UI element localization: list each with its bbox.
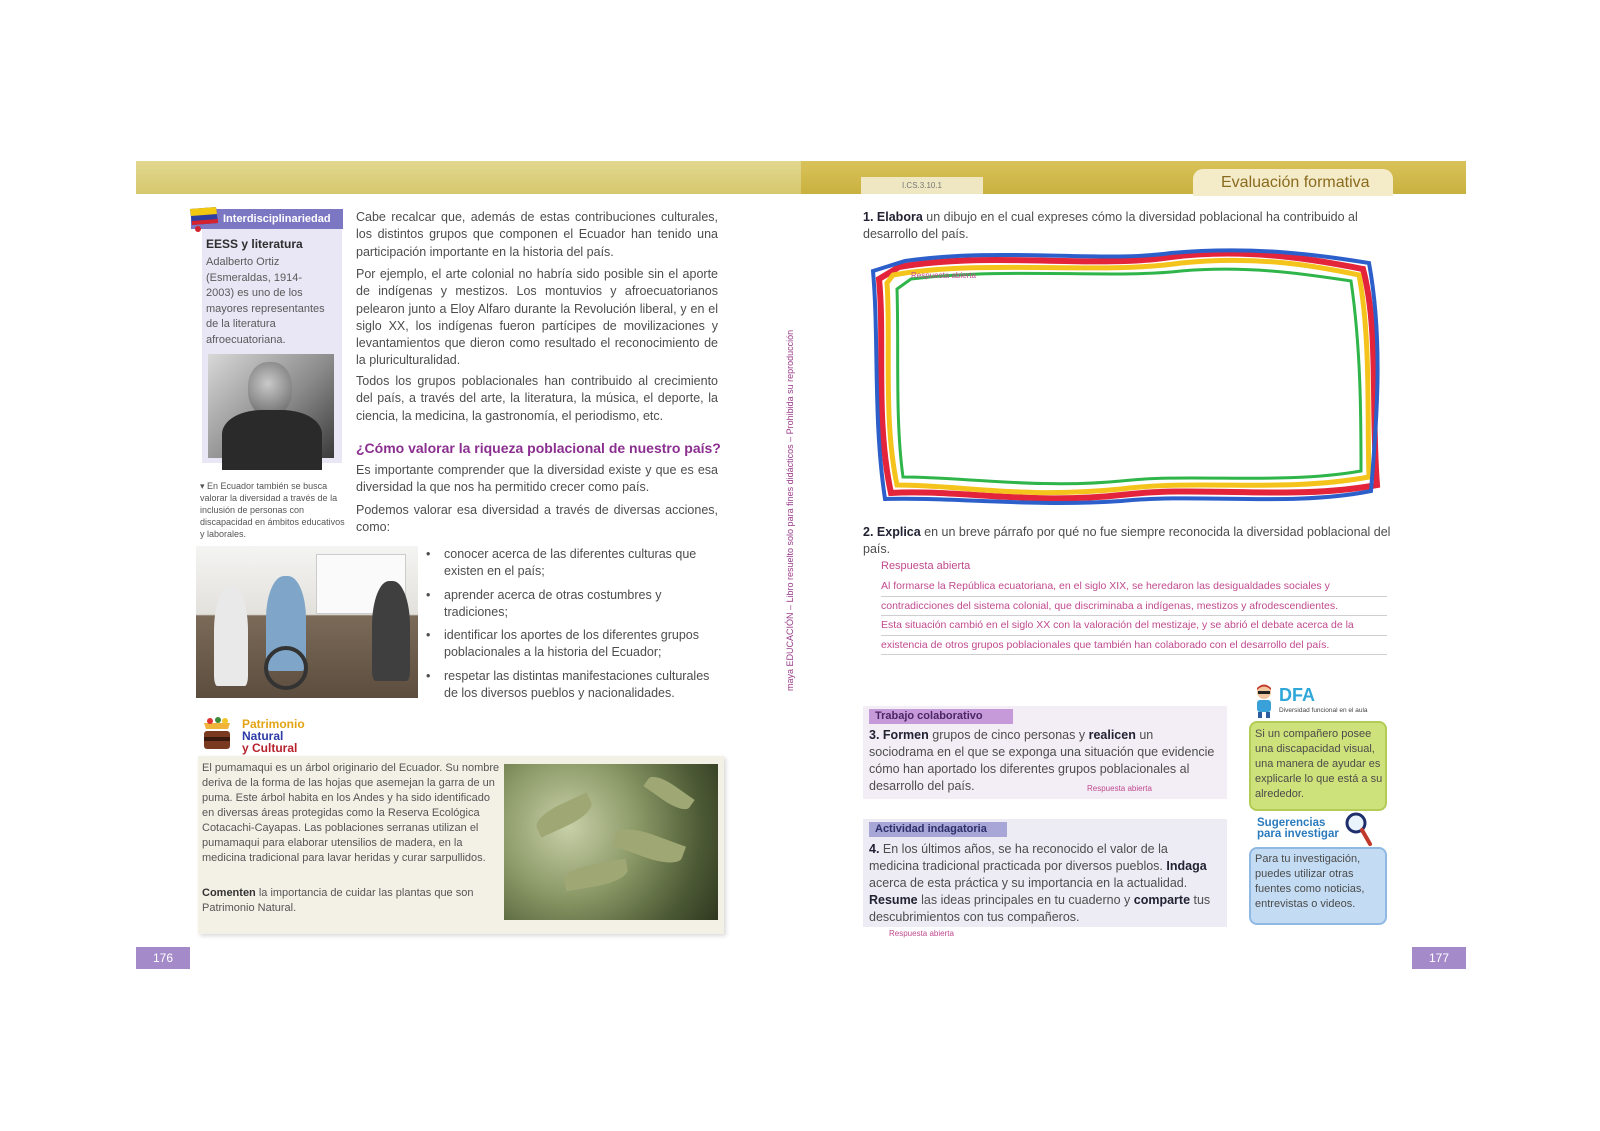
list-item: • aprender acerca de otras costumbres y tradiciones; (426, 587, 726, 622)
treasure-chest-icon (198, 715, 236, 753)
wheelchair-wheel (264, 646, 308, 690)
answer-line: contradicciones del sistema colonial, que discriminaba a indígenas, mestizos y afrodescendientes. (881, 597, 1387, 617)
answer-note: Respuesta abierta (889, 929, 954, 938)
ecuador-flag-icon (188, 205, 220, 233)
list-item: • respetar las distintas manifestaciones culturales de los diversos pueblos y nacionalidades. (426, 668, 726, 703)
left-page (136, 161, 801, 969)
right-page (785, 161, 1466, 969)
patrimonio-activity (202, 886, 504, 916)
question-text: grupos de cinco personas y (928, 728, 1089, 742)
evaluation-title: Evaluación formativa (1221, 174, 1370, 191)
leaf-shape (532, 792, 596, 837)
question-4 (869, 841, 1219, 926)
answer-label: Respuesta abierta (881, 560, 971, 572)
curriculum-code: I.CS.3.10.1 (861, 177, 983, 194)
list-item: • identificar los aportes de los diferentes grupos poblacionales a la historia del Ecuador; (426, 627, 726, 662)
question-verb: Elabora (876, 210, 923, 224)
vertical-publisher-note: maya EDUCACIÓN – Libro resuelto solo para fines didácticos – Prohibida su reproducción (785, 329, 795, 691)
question-text: las ideas principales en tu cuaderno y (917, 893, 1134, 907)
question-text: En los últimos años, se ha reconocido el valor de la medicina tradicional practicada por diversos pueblos. (869, 842, 1168, 873)
pumamaqui-photo (504, 764, 718, 920)
patrimonio-title-3: y Cultural (242, 741, 298, 755)
question-3 (869, 727, 1219, 795)
sugerencias-title-1: Sugerencias (1257, 817, 1326, 829)
question-number: 3. (869, 728, 880, 742)
student-figure (372, 581, 410, 681)
magnifying-glass-icon (1343, 811, 1373, 847)
book-spread (136, 161, 1466, 969)
page-number-left: 176 (136, 947, 190, 969)
leaf-shape (643, 771, 694, 814)
body-paragraph-5: Podemos valorar esa diversidad a través de diversas acciones, como: (356, 503, 718, 535)
portrait-head (248, 362, 292, 416)
sugerencias-title (1257, 818, 1339, 840)
portrait-body (222, 410, 322, 470)
classroom-photo (196, 546, 418, 698)
leaf-shape (563, 859, 630, 892)
dfa-text: Si un compañero posee una discapacidad visual, una manera de ayudar es explicarle lo que está a su alrededor. (1255, 728, 1383, 800)
answer-line: Esta situación cambió en el siglo XX con la valoración del mestizaje, y se abrió el debate acerca de la (881, 616, 1387, 636)
patrimonio-title (242, 718, 305, 754)
question-text: un dibujo en el cual expreses cómo la diversidad poblacional ha contribuido al desarrollo del país. (863, 210, 1358, 242)
question-verb: Indaga (1166, 859, 1207, 873)
body-paragraph-1: Cabe recalcar que, además de estas contribuciones culturales, los distintos grupos que componen el Ecuador han tenido una participación importante en la historia del país. (356, 210, 718, 259)
question-verb: realicen (1088, 728, 1136, 742)
activity-verb: Comenten (202, 887, 256, 899)
interdisciplinariedad-text: Adalberto Ortiz (Esmeraldas, 1914-2003) es uno de los mayores representantes de la literatura afroecuatoriana. (206, 256, 325, 346)
section-heading: ¿Cómo valorar la riqueza poblacional de nuestro país? (356, 440, 721, 456)
actions-list (426, 546, 726, 708)
answer-lines (881, 577, 1387, 655)
child-figure-icon (1249, 683, 1279, 719)
actividad-indagatoria-tag: Actividad indagatoria (869, 822, 1007, 837)
answer-note: Respuesta abierta (1087, 784, 1152, 793)
question-verb: Explica (876, 525, 921, 539)
question-text: en un breve párrafo por qué no fue siempre reconocida la diversidad poblacional del país. (863, 525, 1391, 557)
activity-text: la importancia de cuidar las plantas que son Patrimonio Natural. (202, 887, 474, 914)
patrimonio-title-2: Natural (242, 729, 284, 743)
question-text: un sociodrama en el que se exponga una situación que evidencie cómo han aportado los diferentes grupos poblacionales al desarrollo del país. (869, 728, 1215, 793)
question-number: 1. (863, 210, 874, 224)
question-text: tus descubrimientos con tus compañeros. (869, 893, 1211, 924)
list-item: • conocer acerca de las diferentes culturas que existen en el país; (426, 546, 726, 581)
question-number: 4. (869, 842, 880, 856)
inclusion-photo-caption: ▾ En Ecuador también se busca valorar la diversidad a través de la inclusión de personas con discapacidad en ámbitos educativos y laborales. (200, 481, 345, 539)
page-number-right: 177 (1412, 947, 1466, 969)
question-verb: Resume (869, 893, 918, 907)
patrimonio-text: El pumamaqui es un árbol originario del Ecuador. Su nombre deriva de la forma de las hojas que asemejan la garra de un puma. Este árbol habita en los Andes y ha sido identificado en diversas áreas protegidas como la Reserva Ecológica Cotacachi-Cayapas. Las poblaciones serranas utilizan el pumamaqui para elaborar utensilios de madera, en la medicina tradicional para lavar heridas y curar sarpullidos. (202, 762, 500, 864)
question-1 (863, 209, 1393, 244)
trabajo-colaborativo-tag: Trabajo colaborativo (869, 709, 1013, 724)
question-number: 2. (863, 525, 874, 539)
student-figure (214, 586, 248, 686)
answer-line: existencia de otros grupos poblacionales que también han colaborado con el desarrollo del país. (881, 636, 1387, 656)
dfa-title: DFA (1279, 685, 1315, 705)
body-paragraph-3: Todos los grupos poblacionales han contribuido al crecimiento del país, a través del arte, la literatura, la música, el deporte, la ciencia, la medicina, la gastronomía, el periodismo, etc. (356, 374, 718, 423)
question-2 (863, 524, 1393, 559)
drawing-answer-note: Respuesta abierta (911, 271, 976, 280)
body-paragraph-4: Es importante comprender que la diversidad existe y que es esa diversidad la que nos ha permitido crecer como país. (356, 463, 718, 495)
patrimonio-title-1: Patrimonio (242, 717, 305, 731)
sugerencias-text: Para tu investigación, puedes utilizar otras fuentes como noticias, entrevistas o videos. (1255, 853, 1365, 910)
answer-line: Al formarse la República ecuatoriana, en el siglo XIX, se heredaron las desigualdades sociales y (881, 577, 1387, 597)
sugerencias-title-2: para investigar (1257, 828, 1339, 840)
question-text: acerca de esta práctica y su importancia en la actualidad. (869, 876, 1188, 890)
adalberto-ortiz-portrait (208, 354, 334, 458)
dfa-subtitle: Diversidad funcional en el aula (1279, 707, 1368, 714)
question-verb: comparte (1133, 893, 1191, 907)
interdisciplinariedad-title: EESS y literatura (206, 237, 303, 251)
header-band-left (136, 161, 801, 194)
body-paragraph-2: Por ejemplo, el arte colonial no habría sido posible sin el aporte de indígenas y mestizos. Los montuvios y afroecuatorianos pelearon junto a Eloy Alfaro durante la Revolución liberal, y en el siglo XX, los indígenas fueron partícipes de movilizaciones y levantamientos que dieron como resultado el reconocimiento de la pluriculturalidad. (356, 267, 718, 368)
question-verb: Formen (882, 728, 929, 742)
interdisciplinariedad-tag: Interdisciplinariedad (191, 209, 343, 229)
drawing-frame (871, 249, 1383, 507)
